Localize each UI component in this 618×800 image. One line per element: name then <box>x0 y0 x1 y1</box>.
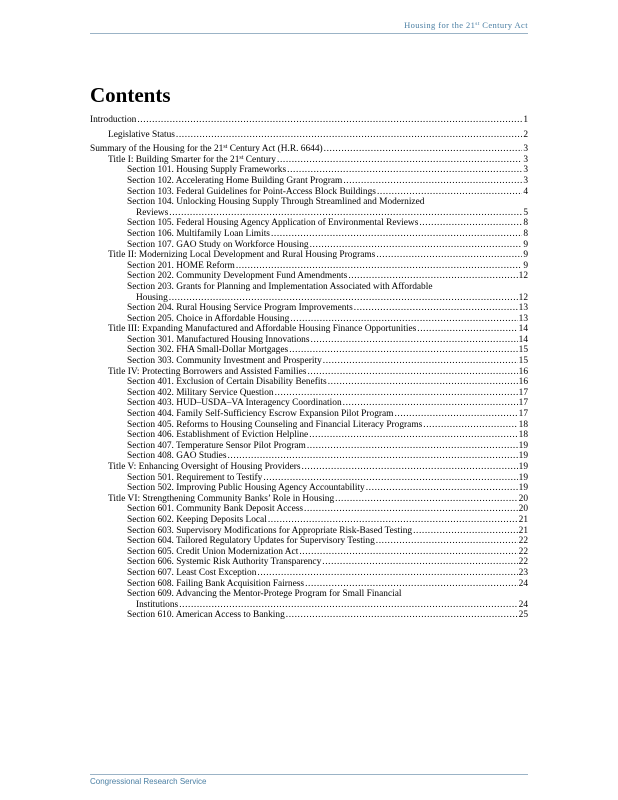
toc-entry-title <box>127 473 262 484</box>
toc-entry[interactable] <box>90 610 528 621</box>
toc-entry-text: Section 606. Systemic Risk Authority Transparency <box>127 557 322 568</box>
toc-entry-text: Title III: Expanding Manufactured and Affordable Housing Finance Opportunities <box>108 324 417 335</box>
toc-entry-text: Section 407. Temperature Sensor Pilot Program <box>127 440 306 451</box>
toc-leader-dots <box>366 483 518 494</box>
toc-entry-text: Introduction <box>90 115 137 125</box>
toc-leader-dots <box>179 600 517 611</box>
toc-leader-dots <box>290 314 517 325</box>
toc-entry[interactable] <box>90 451 528 462</box>
toc-entry-text: Legislative Status <box>108 129 175 140</box>
toc-entry[interactable] <box>90 462 528 473</box>
toc-page-number: 12 <box>518 292 528 303</box>
toc-page-number: 9 <box>523 250 528 261</box>
toc-page-number: 19 <box>518 440 528 451</box>
toc-leader-dots <box>323 356 518 367</box>
toc-entry-text: Section 105. Federal Housing Agency Application of Environmental Reviews <box>127 218 419 229</box>
toc-entry[interactable] <box>90 303 528 314</box>
toc-entry[interactable] <box>90 335 528 346</box>
toc-leader-dots <box>376 250 522 261</box>
toc-leader-dots <box>304 504 518 515</box>
toc-leader-dots <box>419 218 522 229</box>
toc-leader-dots <box>257 568 517 579</box>
toc-entry-title <box>127 579 304 590</box>
toc-leader-dots <box>169 293 518 304</box>
toc-leader-dots <box>263 473 517 484</box>
toc-page-number: 22 <box>518 557 528 568</box>
toc-entry-text: Section 106. Multifamily Loan Limits <box>127 228 270 239</box>
toc-entry-title <box>127 345 288 356</box>
toc-entry-title <box>108 494 334 505</box>
toc-entry-continuation <box>127 293 528 304</box>
toc-entry-continuation-text: Reviews <box>136 207 169 218</box>
toc-page-number: 20 <box>518 493 528 504</box>
toc-entry-text: Title IV: Protecting Borrowers and Assisted Families <box>108 366 307 377</box>
toc-entry-title <box>127 451 226 462</box>
toc-entry-title <box>127 420 422 431</box>
toc-entry-title <box>127 441 306 452</box>
toc-leader-dots <box>277 155 522 166</box>
toc-leader-dots <box>137 115 522 126</box>
toc-leader-dots <box>343 398 518 409</box>
toc-entry-text: Section 406. Establishment of Eviction Helpline <box>127 430 309 441</box>
toc-leader-dots <box>348 271 517 282</box>
toc-page-number: 18 <box>518 419 528 430</box>
toc-entry-sup: st <box>223 144 228 151</box>
toc-leader-dots <box>275 388 518 399</box>
toc-entry[interactable] <box>90 367 528 378</box>
footer-text: Congressional Research Service <box>90 777 207 786</box>
toc-page-number: 5 <box>523 207 528 218</box>
toc-entry-title <box>127 314 289 325</box>
toc-entry-title <box>108 367 306 378</box>
toc-entry-title <box>127 589 528 600</box>
toc-entry-title <box>108 155 276 166</box>
toc-page-number: 13 <box>518 313 528 324</box>
toc-entry-title <box>127 483 365 494</box>
toc-entry[interactable] <box>90 187 528 198</box>
toc-entry-text: Section 201. HOME Reform <box>127 260 235 271</box>
toc-entry-title <box>127 526 412 537</box>
toc-page-number: 19 <box>518 483 528 494</box>
toc-entry[interactable] <box>90 483 528 494</box>
toc-entry-title <box>127 430 308 441</box>
toc-entry[interactable] <box>90 409 528 420</box>
toc-entry[interactable] <box>90 240 528 251</box>
running-header-suffix: Century Act <box>479 20 528 30</box>
toc-entry[interactable] <box>90 218 528 229</box>
toc-entry[interactable] <box>90 441 528 452</box>
table-of-contents <box>90 115 528 621</box>
toc-page-number: 20 <box>518 504 528 515</box>
toc-entry-text: Section 403. HUD–USDA–VA Interagency Coordination <box>127 398 342 409</box>
toc-entry[interactable] <box>90 250 528 261</box>
toc-leader-dots <box>299 547 517 558</box>
toc-entry-text: Section 402. Military Service Question <box>127 387 274 398</box>
toc-leader-dots <box>322 557 517 568</box>
toc-leader-dots <box>413 526 518 537</box>
toc-leader-dots <box>343 176 522 187</box>
toc-entry-text-after: Century Act (H.R. 6644) <box>227 144 323 155</box>
toc-entry-text: Section 204. Rural Housing Service Program Improvements <box>127 303 353 314</box>
toc-entry-title <box>127 229 270 240</box>
toc-entry-title <box>127 398 342 409</box>
toc-entry-title <box>127 240 309 251</box>
toc-leader-dots <box>176 130 522 141</box>
toc-leader-dots <box>335 494 517 505</box>
toc-page-number: 19 <box>518 462 528 472</box>
toc-entry-title <box>108 250 375 261</box>
toc-entry-title <box>127 303 353 314</box>
toc-entry-title <box>90 144 323 155</box>
toc-entry[interactable] <box>90 557 528 568</box>
toc-entry-text: Section 302. FHA Small-Dollar Mortgages <box>127 345 289 356</box>
toc-entry-text: Section 301. Manufactured Housing Innovations <box>127 334 310 345</box>
toc-entry-text: Section 404. Family Self-Sufficiency Escrow Expansion Pilot Program <box>127 409 394 420</box>
toc-entry-text: Section 602. Keeping Deposits Local <box>127 514 267 525</box>
toc-leader-dots <box>309 430 517 441</box>
toc-page-number: 15 <box>518 356 528 367</box>
toc-entry-title <box>127 610 285 621</box>
toc-entry-title <box>90 115 136 126</box>
toc-entry-title <box>127 176 342 187</box>
toc-leader-dots <box>377 187 522 198</box>
toc-page-number: 18 <box>518 430 528 441</box>
toc-entry-text: Section 101. Housing Supply Frameworks <box>127 165 287 176</box>
toc-page-number: 25 <box>518 610 528 621</box>
toc-entry[interactable] <box>90 377 528 388</box>
toc-entry-title <box>127 356 322 367</box>
toc-entry-text: Section 202. Community Development Fund Amendments <box>127 271 348 282</box>
toc-entry-text: Section 103. Federal Guidelines for Point-Access Block Buildings <box>127 186 376 197</box>
toc-page-number: 21 <box>518 525 528 536</box>
toc-page-number: 17 <box>518 398 528 409</box>
toc-entry-text: Section 102. Accelerating Home Building Grant Program <box>127 175 343 186</box>
toc-page-number: 19 <box>518 451 528 462</box>
toc-leader-dots <box>394 409 517 420</box>
toc-entry-title <box>127 547 298 558</box>
toc-leader-dots <box>423 420 517 431</box>
toc-entry-text: Section 203. Grants for Planning and Implementation Associated with Affordable <box>127 281 433 292</box>
toc-leader-dots <box>310 240 523 251</box>
toc-entry[interactable] <box>90 165 528 176</box>
toc-entry-title <box>127 335 310 346</box>
toc-entry-text: Section 303. Community Investment and Prosperity <box>127 356 322 367</box>
toc-page-number: 24 <box>518 599 528 610</box>
toc-entry[interactable] <box>90 579 528 590</box>
toc-entry-continuation <box>127 208 528 219</box>
toc-leader-dots <box>376 536 518 547</box>
toc-entry[interactable] <box>90 515 528 526</box>
toc-entry-title <box>127 187 376 198</box>
toc-entry-text: Section 501. Requirement to Testify <box>127 472 263 483</box>
toc-entry[interactable] <box>90 115 528 126</box>
toc-page-number: 8 <box>523 218 528 229</box>
toc-page-number: 22 <box>518 536 528 547</box>
toc-entry[interactable] <box>90 473 528 484</box>
toc-entry-text: Section 604. Tailored Regulatory Updates for Supervisory Testing <box>127 536 375 547</box>
toc-page-number: 13 <box>518 303 528 314</box>
toc-page-number: 1 <box>523 115 528 125</box>
toc-entry-text: Section 601. Community Bank Deposit Access <box>127 504 304 515</box>
toc-page-number: 17 <box>518 387 528 398</box>
running-header <box>404 20 528 30</box>
toc-entry[interactable] <box>90 176 528 187</box>
toc-leader-dots <box>305 579 518 590</box>
toc-entry-text: Section 608. Failing Bank Acquisition Fairness <box>127 578 305 589</box>
toc-entry-title <box>127 557 321 568</box>
toc-page-number: 3 <box>523 175 528 186</box>
toc-entry-text: Section 605. Credit Union Modernization Act <box>127 546 299 557</box>
toc-entry[interactable] <box>90 324 528 335</box>
toc-entry-title <box>127 504 303 515</box>
running-header-prefix: Housing for the 21 <box>404 20 476 30</box>
toc-entry-text: Title I: Building Smarter for the 21 <box>108 154 240 165</box>
toc-page-number: 9 <box>523 260 528 271</box>
toc-entry-text: Section 502. Improving Public Housing Agency Accountability <box>127 483 365 494</box>
toc-page-number: 3 <box>523 165 528 176</box>
toc-page-number: 12 <box>518 271 528 282</box>
toc-entry-text: Section 104. Unlocking Housing Supply Through Streamlined and Modernized <box>127 197 425 208</box>
toc-entry[interactable] <box>90 197 528 218</box>
toc-entry[interactable] <box>90 229 528 240</box>
toc-entry-continuation-text: Institutions <box>136 599 179 610</box>
toc-entry[interactable] <box>90 504 528 515</box>
toc-page-number: 8 <box>523 228 528 239</box>
toc-leader-dots <box>417 324 517 335</box>
toc-leader-dots <box>289 345 517 356</box>
toc-entry-title <box>108 324 416 335</box>
running-header-sup: st <box>475 21 480 27</box>
toc-entry[interactable] <box>90 388 528 399</box>
toc-page-number: 17 <box>518 409 528 420</box>
toc-page-number: 3 <box>523 144 528 155</box>
toc-leader-dots <box>307 367 517 378</box>
toc-entry-text: Section 610. American Access to Banking <box>127 610 285 621</box>
toc-page-number: 14 <box>518 334 528 345</box>
toc-entry[interactable] <box>90 398 528 409</box>
toc-entry-text: Title V: Enhancing Oversight of Housing Providers <box>108 462 301 472</box>
toc-leader-dots <box>268 515 518 526</box>
toc-leader-dots <box>271 229 522 240</box>
toc-leader-dots <box>328 377 518 388</box>
toc-leader-dots <box>324 144 523 155</box>
toc-page-number: 16 <box>518 366 528 377</box>
toc-leader-dots <box>227 451 517 462</box>
toc-entry-text: Section 205. Choice in Affordable Housing <box>127 313 290 324</box>
toc-entry[interactable] <box>90 494 528 505</box>
toc-entry-title <box>127 536 375 547</box>
toc-entry-title <box>127 409 393 420</box>
toc-entry-text: Section 405. Reforms to Housing Counseling and Financial Literacy Programs <box>127 419 423 430</box>
toc-entry-title <box>127 515 267 526</box>
toc-entry[interactable] <box>90 536 528 547</box>
footer-rule <box>90 774 528 775</box>
toc-entry-text: Section 408. GAO Studies <box>127 451 227 462</box>
toc-page-number: 3 <box>523 154 528 165</box>
toc-entry[interactable] <box>90 345 528 356</box>
toc-entry-sup: st <box>239 154 244 161</box>
toc-entry-title <box>127 282 528 293</box>
toc-page-number: 2 <box>523 129 528 140</box>
toc-leader-dots <box>169 208 522 219</box>
toc-entry[interactable] <box>90 568 528 579</box>
toc-entry-text: Section 107. GAO Study on Workforce Housing <box>127 239 309 250</box>
toc-entry-title <box>127 165 286 176</box>
toc-entry-text: Title VI: Strengthening Community Banks’ Role in Housing <box>108 493 335 504</box>
toc-entry-title <box>108 462 301 473</box>
toc-entry-title <box>127 388 274 399</box>
toc-entry-text: Section 607. Least Cost Exception <box>127 567 257 578</box>
toc-page-number: 14 <box>518 324 528 335</box>
toc-entry[interactable] <box>90 271 528 282</box>
toc-page-number: 24 <box>518 578 528 589</box>
toc-entry-title <box>127 568 256 579</box>
toc-entry-title <box>127 261 235 272</box>
toc-leader-dots <box>354 303 518 314</box>
toc-entry[interactable] <box>90 144 528 155</box>
toc-entry[interactable] <box>90 526 528 537</box>
toc-leader-dots <box>286 610 518 621</box>
toc-entry-text: Summary of the Housing for the 21 <box>90 144 224 155</box>
toc-page-number: 16 <box>518 377 528 388</box>
toc-entry[interactable] <box>90 356 528 367</box>
toc-entry-text: Title II: Modernizing Local Development and Rural Housing Programs <box>108 250 376 261</box>
toc-page-number: 15 <box>518 345 528 356</box>
toc-entry-title <box>127 377 327 388</box>
toc-leader-dots <box>307 441 518 452</box>
toc-leader-dots <box>311 335 518 346</box>
toc-entry-title <box>127 218 418 229</box>
toc-entry-text-after: Century <box>243 154 276 165</box>
toc-entry-title <box>127 197 528 208</box>
toc-page-number: 19 <box>518 472 528 483</box>
toc-page-number: 9 <box>523 239 528 250</box>
toc-leader-dots <box>236 261 523 272</box>
toc-entry-continuation <box>127 600 528 611</box>
toc-page-number: 4 <box>523 186 528 197</box>
toc-entry-text: Section 603. Supervisory Modifications for Appropriate Risk-Based Testing <box>127 525 413 536</box>
toc-entry[interactable] <box>90 589 528 610</box>
toc-entry[interactable] <box>90 155 528 166</box>
toc-entry[interactable] <box>90 420 528 431</box>
toc-entry-text: Section 609. Advancing the Mentor-Protege Program for Small Financial <box>127 589 402 600</box>
toc-entry[interactable] <box>90 130 528 141</box>
header-rule <box>90 33 528 34</box>
toc-entry[interactable] <box>90 430 528 441</box>
toc-entry-title <box>108 130 175 141</box>
toc-entry-continuation-text: Housing <box>136 292 168 303</box>
toc-entry[interactable] <box>90 547 528 558</box>
toc-leader-dots <box>287 165 522 176</box>
toc-entry[interactable] <box>90 282 528 303</box>
toc-entry[interactable] <box>90 261 528 272</box>
toc-entry[interactable] <box>90 314 528 325</box>
toc-page-number: 21 <box>518 514 528 525</box>
toc-page-number: 23 <box>518 567 528 578</box>
toc-entry-title <box>127 271 347 282</box>
toc-leader-dots <box>302 462 518 473</box>
page-title: Contents <box>90 83 171 107</box>
toc-page-number: 22 <box>518 546 528 557</box>
toc-entry-text: Section 401. Exclusion of Certain Disability Benefits <box>127 377 327 388</box>
